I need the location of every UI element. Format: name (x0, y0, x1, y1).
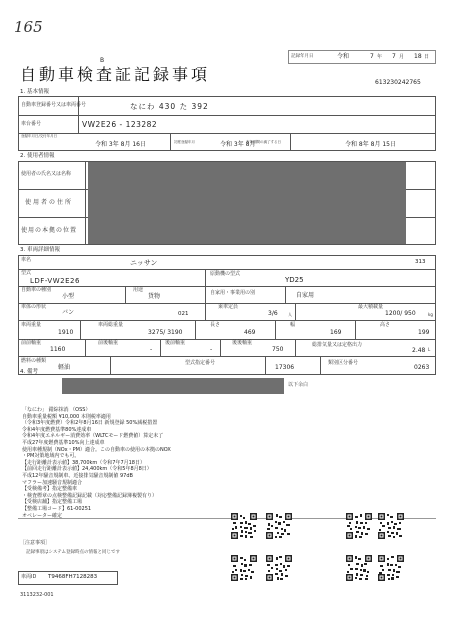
first-reg-label: 登録年月日/交付年月日 (21, 134, 58, 138)
body-code: 021 (178, 311, 189, 317)
fuel-value: 軽油 (58, 364, 71, 371)
use-label: 用途 (133, 287, 144, 293)
remark-line: 【受検備考】指定整備車 (22, 486, 78, 493)
remark-line: 使用車種規制（NOx・PM）適合。この自動車の使用の本拠のNOX (22, 446, 171, 453)
chassis-label: 車台番号 (21, 121, 42, 127)
front2-axle-value: - (150, 346, 153, 353)
owner-address-label: 使用者の住所 (25, 199, 74, 206)
first-reg-date2: 令和 3年 8月 (220, 141, 256, 148)
width-value: 169 (330, 329, 342, 336)
weight-label: 車両重量 (21, 322, 42, 328)
remark-line: 令和4年度エネルギー消費効率（WLTCモード燃費値）算定未了 (22, 433, 164, 440)
redaction-remarks (62, 378, 284, 394)
engine-value: YD25 (285, 276, 304, 284)
capacity-unit: 人 (288, 312, 292, 317)
maker-value: ニッサン (130, 259, 158, 267)
kind-label: 自動車の種別 (21, 287, 52, 293)
cert-value: 17306 (275, 364, 295, 371)
owner-name-label: 使用者の氏名又は名称 (21, 171, 72, 177)
displacement-unit: L (428, 347, 431, 352)
month-kanji: 月 (399, 54, 405, 60)
section-owner: 2. 使用者情報 (20, 153, 55, 159)
front2-axle-label: 前後軸重 (98, 340, 119, 346)
body-label: 車体の形状 (21, 304, 47, 310)
remark-line: 令和4年度燃費基準80%達成車 (22, 426, 92, 433)
maker-label: 車名 (21, 257, 32, 263)
private-value: 自家用 (296, 292, 315, 299)
remarks-trailer: 以下余白 (288, 382, 309, 388)
doc-code: 3113232-001 (20, 592, 54, 598)
length-value: 469 (244, 329, 256, 336)
day-kanji: 日 (424, 54, 430, 60)
redaction-owner (88, 162, 406, 244)
remark-line: オペレーター確定 (22, 512, 63, 519)
remark-line: ・PM対策地域内でも可。 (22, 453, 80, 460)
record-date-year: 7 (370, 53, 374, 60)
rear1-axle-value: - (210, 346, 213, 353)
remark-line: 【整備工場コード】61-00251 (22, 505, 92, 512)
reg-label: 自動車登録番号又は車両番号 (21, 102, 87, 108)
qr-code-8 (378, 555, 404, 581)
remark-line: マフラー加速騒音規制適合 (22, 479, 83, 486)
owner-base-label: 使用の本拠の位置 (21, 227, 78, 234)
section-basic: 1. 基本情報 (20, 89, 49, 95)
displacement-value: 2.48 (412, 347, 426, 354)
max-load-label: 最大積載量 (358, 304, 384, 310)
qr-code-7 (346, 555, 372, 581)
qr-code-4 (378, 513, 404, 539)
remark-line: 平成27年度燃費基準10%向上達成車 (22, 439, 105, 446)
remark-line: 【走行距離計表示値】38,700km（令和7年7月18日） (22, 459, 145, 466)
front-axle-label: 前前軸重 (21, 340, 42, 346)
expiry-date: 令和 8年 8月 15日 (345, 141, 396, 148)
serial-number: 613230242765 (375, 79, 421, 86)
handwritten-page-number: 165 (14, 18, 43, 36)
vehicle-id-label: 車両ID (21, 574, 37, 580)
height-label: 高さ (380, 322, 391, 328)
class-value: 0263 (414, 364, 430, 371)
qr-code-3 (346, 513, 372, 539)
kind-value: 小型 (62, 293, 75, 300)
type-label: 型式 (21, 270, 32, 276)
width-label: 幅 (290, 322, 296, 328)
maker-code: 313 (415, 259, 426, 265)
page-title: 自動車検査証記録事項 (20, 65, 211, 84)
class-label: 類別区分番号 (328, 360, 359, 366)
vehicle-id-value: T9468FH7128283 (48, 574, 98, 580)
remark-line: 【前回走行距離計表示値】24,400km（令和5年8月8日） (22, 466, 152, 473)
remark-line: 「なにわ」 錯綜抹消 （OSS） (22, 407, 91, 413)
type-value: LDF-VW2E26 (30, 277, 80, 285)
record-date-day: 18 (414, 53, 422, 60)
max-load-unit: kg (428, 312, 433, 317)
remark-line: ・検査標章の点検整備記録記載（対応整備記録簿複製有り） (22, 492, 158, 499)
record-date-era: 令和 (337, 53, 350, 60)
private-label: 自家用・事業用の別 (210, 290, 256, 296)
chassis-number: VW2E26 - 123282 (82, 120, 158, 129)
gross-value: 3275/ 3190 (148, 329, 183, 336)
title-prefix: B (100, 57, 105, 64)
length-label: 長さ (210, 322, 221, 328)
rear2-axle-value: 750 (272, 346, 284, 353)
displacement-label: 総排気量又は定格出力 (312, 342, 363, 348)
remark-line: 【受検店舗】指定整備工場 (22, 499, 83, 506)
rear2-axle-label: 後後軸重 (232, 340, 253, 346)
gross-label: 車両総重量 (98, 322, 124, 328)
remark-line: 平成12年騒音規制車、近接排気騒音規制値 97dB (22, 472, 133, 479)
section-remarks: 4. 備考 (20, 369, 38, 375)
remarks-list (22, 406, 322, 518)
qr-code-6 (266, 555, 292, 581)
body-value: バン (62, 309, 75, 316)
capacity-label: 乗車定員 (218, 304, 239, 310)
rear1-axle-label: 後前軸重 (165, 340, 186, 346)
use-value: 貨物 (148, 293, 161, 300)
reg-number: なにわ 430 た 392 (130, 102, 209, 111)
capacity-value: 3/6 (268, 310, 278, 317)
fuel-label: 燃料の種類 (21, 358, 47, 364)
section-vehicle: 3. 車両詳細情報 (20, 247, 60, 253)
engine-label: 原動機の型式 (210, 271, 241, 277)
notes-title: ［注意事項］ (20, 540, 51, 546)
record-date-label: 記録年月日 (291, 54, 314, 59)
record-date-month: 7 (392, 53, 396, 60)
height-value: 199 (418, 329, 430, 336)
front-axle-value: 1160 (50, 346, 66, 353)
qr-code-5 (231, 555, 257, 581)
qr-code-1 (231, 513, 257, 539)
max-load-value: 1200/ 950 (385, 310, 416, 317)
qr-code-2 (266, 513, 292, 539)
cert-label: 型式指定番号 (185, 360, 216, 366)
weight-value: 1910 (58, 329, 74, 336)
remark-line: 自動車重量税額 ¥10,000 本則税率適用 (22, 413, 111, 420)
year-kanji: 年 (377, 54, 383, 60)
first-reg-date: 令和 3年 8月 16日 (95, 141, 146, 148)
expiry-label: 有効期間の満了する日 (246, 140, 281, 144)
notes-text: 記録事項はシステム登録時点の情報と同じです (26, 550, 121, 555)
remark-line: （令和3年度燃費）令和2年8月16日 新規登録 50%減税措置 (22, 420, 158, 427)
first-reg-label2: 初度登録年月 (174, 140, 195, 144)
